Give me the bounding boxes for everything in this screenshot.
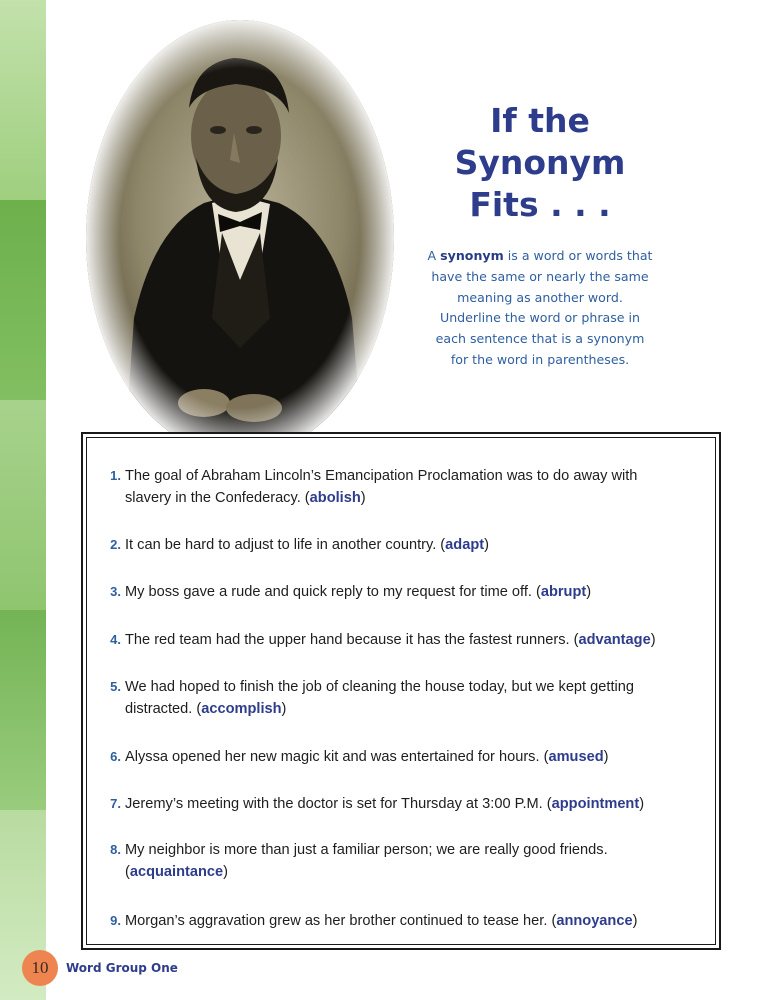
item-number: 8. <box>110 842 121 857</box>
instructions <box>420 246 660 371</box>
answer-word: acquaintance <box>129 864 224 880</box>
title-line: Synonym <box>454 143 626 182</box>
sentence-text: Alyssa opened her new magic kit and was entertained for hours. ( <box>125 749 549 765</box>
exercise-item: 3. My boss gave a rude and quick reply to my request for time off. (abrupt) <box>101 581 709 603</box>
exercise-item: 7. Jeremy’s meeting with the doctor is set for Thursday at 3:00 P.M. (appointment) <box>101 793 709 815</box>
exercise-box <box>81 432 721 950</box>
exercise-item: 4. The red team had the upper hand because it has the fastest runners. (advantage) <box>101 629 709 651</box>
section-label: Word Group One <box>66 961 178 975</box>
answer-word: adapt <box>445 537 485 553</box>
title-line: Fits . . . <box>469 185 611 224</box>
answer-word: abolish <box>309 490 361 506</box>
item-number: 1. <box>110 468 121 483</box>
decorative-sidebar <box>0 0 46 1000</box>
title-block <box>420 100 660 371</box>
instructions-line: meaning as another word. <box>457 289 623 305</box>
item-number: 7. <box>110 796 121 811</box>
instructions-line: each sentence that is a synonym <box>435 331 645 347</box>
item-number: 6. <box>110 749 121 764</box>
item-number: 5. <box>110 679 121 694</box>
page-footer <box>22 950 178 986</box>
instructions-line: Underline the word or phrase in <box>439 310 641 326</box>
answer-word: amused <box>548 749 604 765</box>
item-number: 4. <box>110 632 121 647</box>
keyword-synonym: synonym <box>440 248 504 263</box>
exercise-item: 2. It can be hard to adjust to life in another country. (adapt) <box>101 534 709 556</box>
sidebar-band <box>0 200 46 400</box>
answer-word: advantage <box>578 632 651 648</box>
page-title <box>420 100 660 226</box>
instructions-line: A synonym is a word or words that <box>427 248 653 263</box>
sidebar-band <box>0 610 46 810</box>
sentence-text: Jeremy’s meeting with the doctor is set for Thursday at 3:00 P.M. ( <box>125 796 552 812</box>
sidebar-band <box>0 0 46 200</box>
sidebar-band <box>0 400 46 610</box>
sentence-text: The goal of Abraham Lincoln’s Emancipation Proclamation was to do away with <box>125 468 638 484</box>
sentence-text: It can be hard to adjust to life in another country. ( <box>125 537 446 553</box>
answer-word: abrupt <box>540 584 587 600</box>
title-line: If the <box>490 101 590 140</box>
exercise-item: 1. The goal of Abraham Lincoln’s Emancipation Proclamation was to do away with slavery in the Confederacy. (abolish) <box>101 465 709 509</box>
item-number: 2. <box>110 537 121 552</box>
lincoln-portrait <box>84 18 396 458</box>
sentence-text: We had hoped to finish the job of cleaning the house today, but we kept getting <box>125 679 634 695</box>
instructions-line: have the same or nearly the same <box>431 268 649 284</box>
exercise-item: 6. Alyssa opened her new magic kit and was entertained for hours. (amused) <box>101 746 709 768</box>
sentence-text: My boss gave a rude and quick reply to my request for time off. ( <box>125 584 541 600</box>
answer-word: appointment <box>551 796 640 812</box>
item-number: 9. <box>110 913 121 928</box>
exercise-item: 9. Morgan’s aggravation grew as her brother continued to tease her. (annoyance) <box>101 910 709 932</box>
answer-word: accomplish <box>201 701 282 717</box>
sentence-text: The red team had the upper hand because it has the fastest runners. ( <box>125 632 579 648</box>
instructions-line: for the word in parentheses. <box>450 351 630 367</box>
sentence-text: My neighbor is more than just a familiar person; we are really good friends. <box>125 842 608 858</box>
item-number: 3. <box>110 584 121 599</box>
exercise-item: 8. My neighbor is more than just a familiar person; we are really good friends. (acquaintance) <box>101 839 709 883</box>
answer-word: annoyance <box>556 913 633 929</box>
page-number: 10 <box>22 950 58 986</box>
sentence-text: Morgan’s aggravation grew as her brother continued to tease her. ( <box>125 913 557 929</box>
exercise-item: 5. We had hoped to finish the job of cleaning the house today, but we kept getting distracted. (accomplish) <box>101 676 709 720</box>
